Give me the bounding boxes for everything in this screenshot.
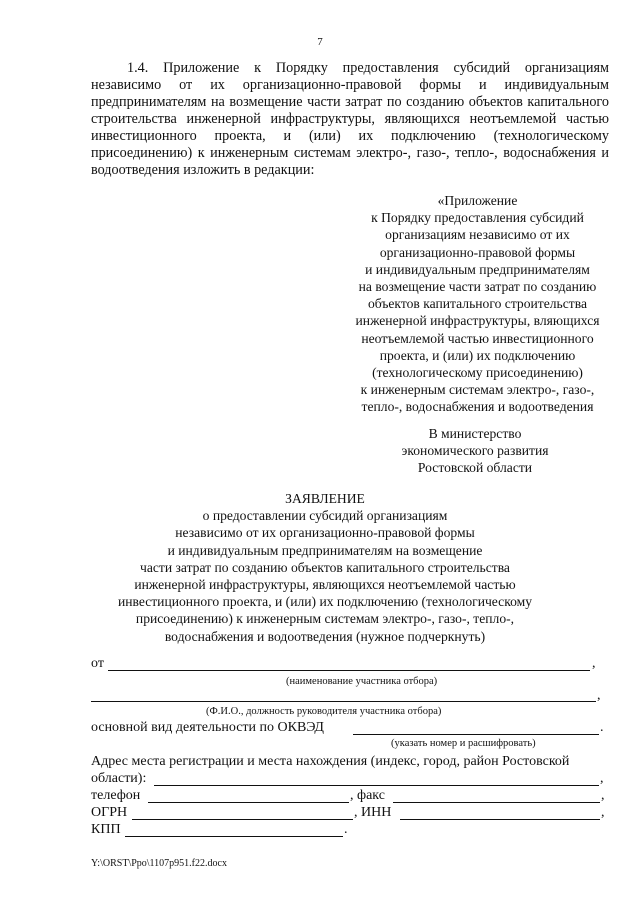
from-caption: (наименование участника отбора)	[286, 676, 438, 687]
statement-line: инвестиционного проекта, и (или) их подключению (технологическому	[117, 594, 533, 610]
appendix-line: и индивидуальным предпринимателям	[365, 261, 590, 277]
head-caption: (Ф.И.О., должность руководителя участника отбора)	[206, 706, 442, 717]
page-number: 7	[317, 36, 323, 48]
appendix-line: инженерной инфраструктуры, вляющихся	[355, 313, 600, 329]
fax-field[interactable]	[393, 802, 600, 803]
statement-line: водоснабжения и водоотведения (нужное подчеркнуть)	[164, 628, 486, 644]
okved-field[interactable]	[353, 734, 599, 735]
addressee-block	[360, 425, 590, 477]
address-label-line1: Адрес места регистрации и места нахождения (индекс, город, район Ростовской	[91, 754, 570, 769]
from-comma: ,	[592, 656, 596, 671]
addressee-line: Ростовской области	[417, 460, 533, 476]
inn-field[interactable]	[400, 819, 600, 820]
statement-line: присоединению) к инженерным системам электро-, газо-, тепло-,	[135, 611, 515, 627]
statement-block	[60, 490, 590, 645]
statement-line: и индивидуальным предпринимателям на возмещение	[167, 542, 483, 558]
statement-line: инженерной инфраструктуры, являющихся неотъемлемой частью	[134, 577, 516, 593]
fax-label: , факс	[350, 788, 385, 803]
addressee-line: В министерство	[428, 426, 522, 441]
addressee-line: экономического развития	[401, 443, 549, 459]
from-field[interactable]	[108, 670, 590, 671]
head-comma: ,	[597, 688, 601, 703]
fax-comma: ,	[601, 788, 605, 803]
kpp-field[interactable]	[125, 836, 343, 837]
statement-line: части затрат по созданию объектов капитального строительства	[140, 559, 510, 575]
appendix-line: на возмещение части затрат по созданию	[358, 279, 597, 295]
head-field[interactable]	[91, 701, 596, 702]
inn-label: , ИНН	[354, 805, 392, 820]
statement-line: независимо от их организационно-правовой формы	[175, 525, 475, 541]
phone-label: телефон	[91, 788, 141, 803]
appendix-line: объектов капитального строительства	[368, 296, 587, 312]
appendix-header	[330, 192, 625, 416]
inn-comma: ,	[601, 805, 605, 820]
okved-caption: (указать номер и расшифровать)	[391, 738, 536, 749]
from-label: от	[91, 656, 104, 671]
ogrn-field[interactable]	[132, 819, 353, 820]
intro-paragraph: 1.4. Приложение к Порядку предоставления субсидий организациям независимо от их организационно-правовой формы и индивидуальным предпринимателям на возмещение части затрат по созданию объектов капитального строительства инженерной инфраструктуры, являющихся неотъемлемой частью инвестиционного проекта, и (или) их подключению (технологическому присоединению) к инженерным системам электро-, газо-, тепло-, водоснабжения и водоотведения изложить в редакции:	[91, 60, 609, 178]
ogrn-label: ОГРН	[91, 805, 128, 820]
phone-field[interactable]	[148, 802, 349, 803]
kpp-period: .	[344, 822, 348, 837]
appendix-line: к Порядку предоставления субсидий	[371, 210, 584, 226]
okved-label: основной вид деятельности по ОКВЭД	[91, 720, 324, 735]
statement-line: о предоставлении субсидий организациям	[202, 508, 448, 524]
okved-period: .	[600, 720, 604, 735]
appendix-line: неотъемлемой частью инвестиционного	[361, 330, 594, 346]
kpp-label: КПП	[91, 822, 121, 837]
footer-file-path: Y:\ORST\Ppo\1107p951.f22.docx	[91, 858, 227, 869]
address-field[interactable]	[154, 785, 599, 786]
statement-title: ЗАЯВЛЕНИЕ	[285, 491, 365, 506]
appendix-line: организационно-правовой формы	[379, 244, 576, 260]
appendix-line: (технологическому присоединению)	[372, 365, 583, 381]
appendix-line: «Приложение	[437, 193, 518, 208]
appendix-line: к инженерным системам электро-, газо-,	[360, 382, 595, 398]
appendix-line: организациям независимо от их	[385, 227, 570, 243]
address-label-line2: области):	[91, 771, 147, 786]
address-comma: ,	[600, 771, 604, 786]
appendix-line: тепло-, водоснабжения и водоотведения	[361, 399, 594, 415]
appendix-line: проекта, и (или) их подключению	[379, 347, 576, 363]
